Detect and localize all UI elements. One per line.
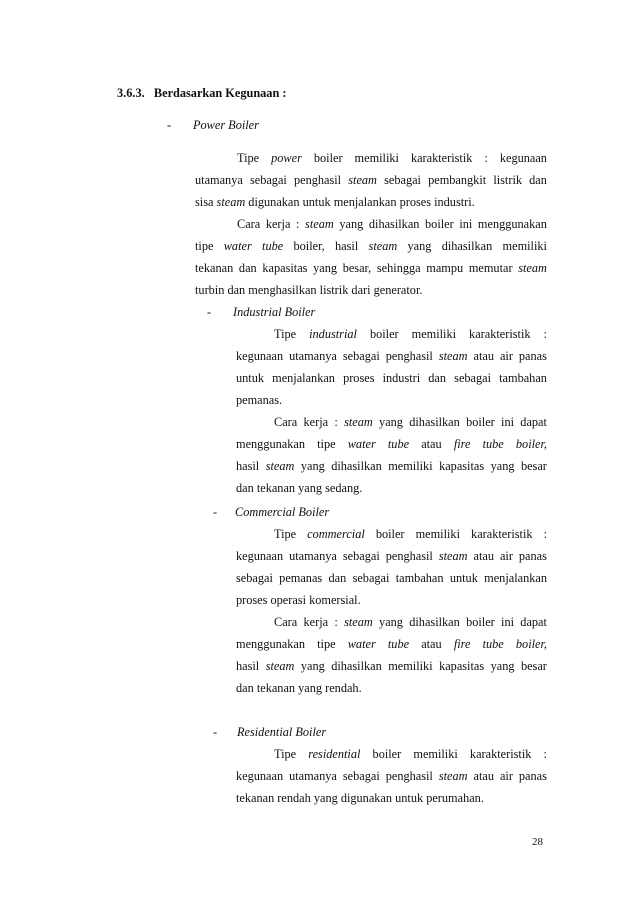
word: kegunaan bbox=[236, 549, 284, 563]
bullet-dash: - bbox=[167, 118, 172, 132]
word: hasil bbox=[236, 459, 260, 473]
word: boiler bbox=[425, 217, 454, 231]
word: memutar bbox=[468, 261, 513, 275]
word: tipe bbox=[317, 637, 336, 651]
word: karakteristik bbox=[469, 747, 532, 761]
word: tambahan bbox=[499, 371, 547, 385]
word: : bbox=[543, 327, 547, 341]
word: boiler bbox=[372, 747, 402, 761]
word: memiliki bbox=[388, 459, 433, 473]
word: : bbox=[543, 527, 547, 541]
word: : bbox=[334, 415, 338, 429]
word: air bbox=[499, 769, 513, 783]
para-line bbox=[195, 282, 422, 298]
word: fire bbox=[453, 437, 471, 451]
word: yang bbox=[300, 459, 325, 473]
word: kapasitas bbox=[439, 659, 485, 673]
word: kegunaan bbox=[499, 151, 547, 165]
word: atau bbox=[421, 637, 442, 651]
para-line bbox=[236, 548, 547, 564]
para-line bbox=[237, 150, 547, 166]
word: dapat bbox=[520, 615, 547, 629]
word: dan bbox=[238, 261, 257, 275]
word: memiliki bbox=[411, 327, 457, 341]
word: untuk bbox=[236, 371, 265, 385]
word: air bbox=[499, 349, 513, 363]
word: utamanya bbox=[289, 769, 337, 783]
word: kegunaan bbox=[236, 349, 284, 363]
para-line bbox=[236, 458, 547, 474]
word: kapasitas bbox=[262, 261, 308, 275]
para-line bbox=[195, 194, 475, 210]
word: steam bbox=[344, 415, 373, 429]
word: yang bbox=[313, 261, 338, 275]
word: pembangkit bbox=[428, 173, 487, 187]
word: atau bbox=[421, 437, 442, 451]
para-line bbox=[236, 658, 547, 674]
word: penghasil bbox=[385, 769, 433, 783]
word: panas bbox=[518, 549, 547, 563]
word: boiler bbox=[375, 527, 405, 541]
word: atau bbox=[473, 349, 494, 363]
section-heading bbox=[117, 85, 286, 101]
section-title: Berdasarkan Kegunaan : bbox=[153, 86, 287, 100]
word: pemanas bbox=[279, 571, 323, 585]
word: penghasil bbox=[293, 173, 342, 187]
word: tekanan bbox=[195, 261, 234, 275]
line-segment: tekanan rendah yang digunakan untuk perumahan. bbox=[236, 791, 484, 805]
word: tube bbox=[262, 239, 284, 253]
word: Tipe bbox=[274, 747, 297, 761]
word: yang bbox=[379, 615, 403, 629]
word: water bbox=[347, 637, 376, 651]
word: ini bbox=[459, 217, 473, 231]
word: memiliki bbox=[413, 747, 458, 761]
word: boiler bbox=[466, 415, 495, 429]
word: Cara bbox=[237, 217, 261, 231]
word: steam bbox=[305, 217, 334, 231]
word: steam bbox=[438, 769, 468, 783]
word: tube bbox=[482, 637, 504, 651]
word: tube bbox=[387, 437, 410, 451]
word: besar bbox=[520, 459, 547, 473]
word: kerja bbox=[265, 217, 291, 231]
word: yang bbox=[490, 659, 515, 673]
word: atau bbox=[473, 549, 494, 563]
word: kegunaan bbox=[236, 769, 284, 783]
word: tipe bbox=[317, 437, 336, 451]
word: dan bbox=[428, 371, 447, 385]
word: utamanya bbox=[289, 349, 337, 363]
line-segment: steam bbox=[216, 195, 246, 209]
word: besar, bbox=[342, 261, 372, 275]
word: dan bbox=[328, 571, 347, 585]
para-line bbox=[274, 526, 547, 542]
bullet-dash: - bbox=[207, 305, 212, 319]
para-line bbox=[236, 348, 547, 364]
word: memiliki bbox=[502, 239, 547, 253]
para-line bbox=[236, 370, 547, 386]
para-line bbox=[274, 326, 547, 342]
word: dihasilkan bbox=[368, 217, 420, 231]
word: boiler bbox=[466, 615, 495, 629]
word: listrik bbox=[493, 173, 523, 187]
word: tipe bbox=[195, 239, 214, 253]
word: steam bbox=[265, 459, 295, 473]
word: penghasil bbox=[385, 349, 433, 363]
para-line bbox=[236, 392, 282, 408]
para-line bbox=[274, 746, 547, 762]
word: besar bbox=[520, 659, 547, 673]
para-line bbox=[274, 414, 547, 430]
word: yang bbox=[300, 659, 325, 673]
word: sebagai bbox=[454, 371, 492, 385]
subsection-title: Industrial Boiler bbox=[233, 305, 316, 319]
word: menjalankan bbox=[484, 571, 547, 585]
word: menggunakan bbox=[236, 437, 305, 451]
word: power bbox=[271, 151, 302, 165]
word: memiliki bbox=[388, 659, 433, 673]
word: water bbox=[347, 437, 376, 451]
word: yang bbox=[407, 239, 432, 253]
word: hasil bbox=[335, 239, 359, 253]
word: kapasitas bbox=[439, 459, 485, 473]
para-line bbox=[236, 768, 547, 784]
line-segment: dan tekanan yang rendah. bbox=[236, 681, 362, 695]
word: karakteristik bbox=[469, 327, 531, 341]
word: air bbox=[499, 549, 513, 563]
word: dihasilkan bbox=[409, 615, 460, 629]
word: yang bbox=[379, 415, 403, 429]
word: tube bbox=[387, 637, 410, 651]
word: Cara bbox=[274, 415, 298, 429]
para-line bbox=[195, 238, 547, 254]
word: memiliki bbox=[354, 151, 399, 165]
subsection-title: Commercial Boiler bbox=[235, 505, 330, 519]
line-segment: proses operasi komersial. bbox=[236, 593, 361, 607]
word: steam bbox=[518, 261, 547, 275]
word: : bbox=[296, 217, 300, 231]
word: dan bbox=[529, 173, 547, 187]
word: karakteristik bbox=[410, 151, 473, 165]
word: steam bbox=[344, 615, 373, 629]
word: boiler bbox=[313, 151, 343, 165]
word: tube bbox=[482, 437, 504, 451]
para-line bbox=[195, 172, 547, 188]
word: industrial bbox=[309, 327, 357, 341]
word: residential bbox=[308, 747, 361, 761]
page-number: 28 bbox=[532, 836, 543, 848]
word: commercial bbox=[307, 527, 365, 541]
subsection-title: Power Boiler bbox=[193, 118, 259, 132]
word: boiler, bbox=[515, 637, 547, 651]
para-line bbox=[274, 614, 547, 630]
word: boiler, bbox=[515, 437, 547, 451]
word: memiliki bbox=[415, 527, 460, 541]
word: ini bbox=[501, 615, 515, 629]
word: dihasilkan bbox=[441, 239, 493, 253]
line-segment: sisa bbox=[195, 195, 217, 209]
word: dihasilkan bbox=[409, 415, 460, 429]
word: utamanya bbox=[289, 549, 337, 563]
para-line bbox=[236, 570, 547, 586]
bullet-dash: - bbox=[213, 505, 218, 519]
word: boiler bbox=[369, 327, 399, 341]
word: Tipe bbox=[237, 151, 260, 165]
word: untuk bbox=[449, 571, 478, 585]
word: Tipe bbox=[274, 527, 297, 541]
para-line bbox=[236, 480, 362, 496]
word: menjalankan bbox=[272, 371, 335, 385]
word: : bbox=[543, 747, 547, 761]
para-line bbox=[236, 790, 484, 806]
word: steam bbox=[438, 549, 468, 563]
bullet-dash: - bbox=[213, 725, 218, 739]
word: boiler, bbox=[293, 239, 325, 253]
word: panas bbox=[518, 349, 547, 363]
section-number: 3.6.3. bbox=[117, 86, 145, 100]
word: sehingga bbox=[376, 261, 421, 275]
word: sebagai bbox=[249, 173, 287, 187]
word: dihasilkan bbox=[331, 459, 382, 473]
line-segment: digunakan untuk menjalankan proses industri. bbox=[245, 195, 475, 209]
word: utamanya bbox=[195, 173, 243, 187]
word: ini bbox=[501, 415, 515, 429]
word: sebagai bbox=[342, 549, 380, 563]
word: sebagai bbox=[236, 571, 273, 585]
word: kerja bbox=[303, 415, 329, 429]
word: steam bbox=[265, 659, 295, 673]
word: : bbox=[484, 151, 488, 165]
word: steam bbox=[368, 239, 398, 253]
word: sebagai bbox=[342, 349, 380, 363]
subsection-title: Residential Boiler bbox=[237, 725, 327, 739]
line-segment: dan tekanan yang sedang. bbox=[236, 481, 363, 495]
word: industri bbox=[382, 371, 421, 385]
word: proses bbox=[343, 371, 375, 385]
word: dihasilkan bbox=[331, 659, 382, 673]
word: fire bbox=[453, 637, 471, 651]
word: steam bbox=[438, 349, 468, 363]
word: : bbox=[334, 615, 338, 629]
line-segment: pemanas. bbox=[236, 393, 283, 407]
para-line bbox=[236, 592, 361, 608]
para-line bbox=[236, 680, 362, 696]
word: dapat bbox=[520, 415, 547, 429]
word: Cara bbox=[274, 615, 298, 629]
para-line bbox=[236, 636, 547, 652]
para-line bbox=[195, 260, 547, 276]
word: hasil bbox=[236, 659, 260, 673]
word: kerja bbox=[303, 615, 329, 629]
word: Tipe bbox=[274, 327, 297, 341]
word: tambahan bbox=[395, 571, 444, 585]
para-line bbox=[237, 216, 547, 232]
word: penghasil bbox=[385, 549, 433, 563]
word: water bbox=[223, 239, 252, 253]
word: sebagai bbox=[352, 571, 390, 585]
word: panas bbox=[518, 769, 547, 783]
para-line bbox=[236, 436, 547, 452]
word: yang bbox=[490, 459, 515, 473]
word: sebagai bbox=[342, 769, 380, 783]
word: atau bbox=[473, 769, 494, 783]
word: steam bbox=[348, 173, 377, 187]
word: mampu bbox=[426, 261, 464, 275]
word: menggunakan bbox=[477, 217, 547, 231]
word: yang bbox=[339, 217, 364, 231]
word: karakteristik bbox=[471, 527, 533, 541]
line-segment: turbin dan menghasilkan listrik dari generator. bbox=[195, 283, 423, 297]
word: sebagai bbox=[384, 173, 421, 187]
word: menggunakan bbox=[236, 637, 305, 651]
